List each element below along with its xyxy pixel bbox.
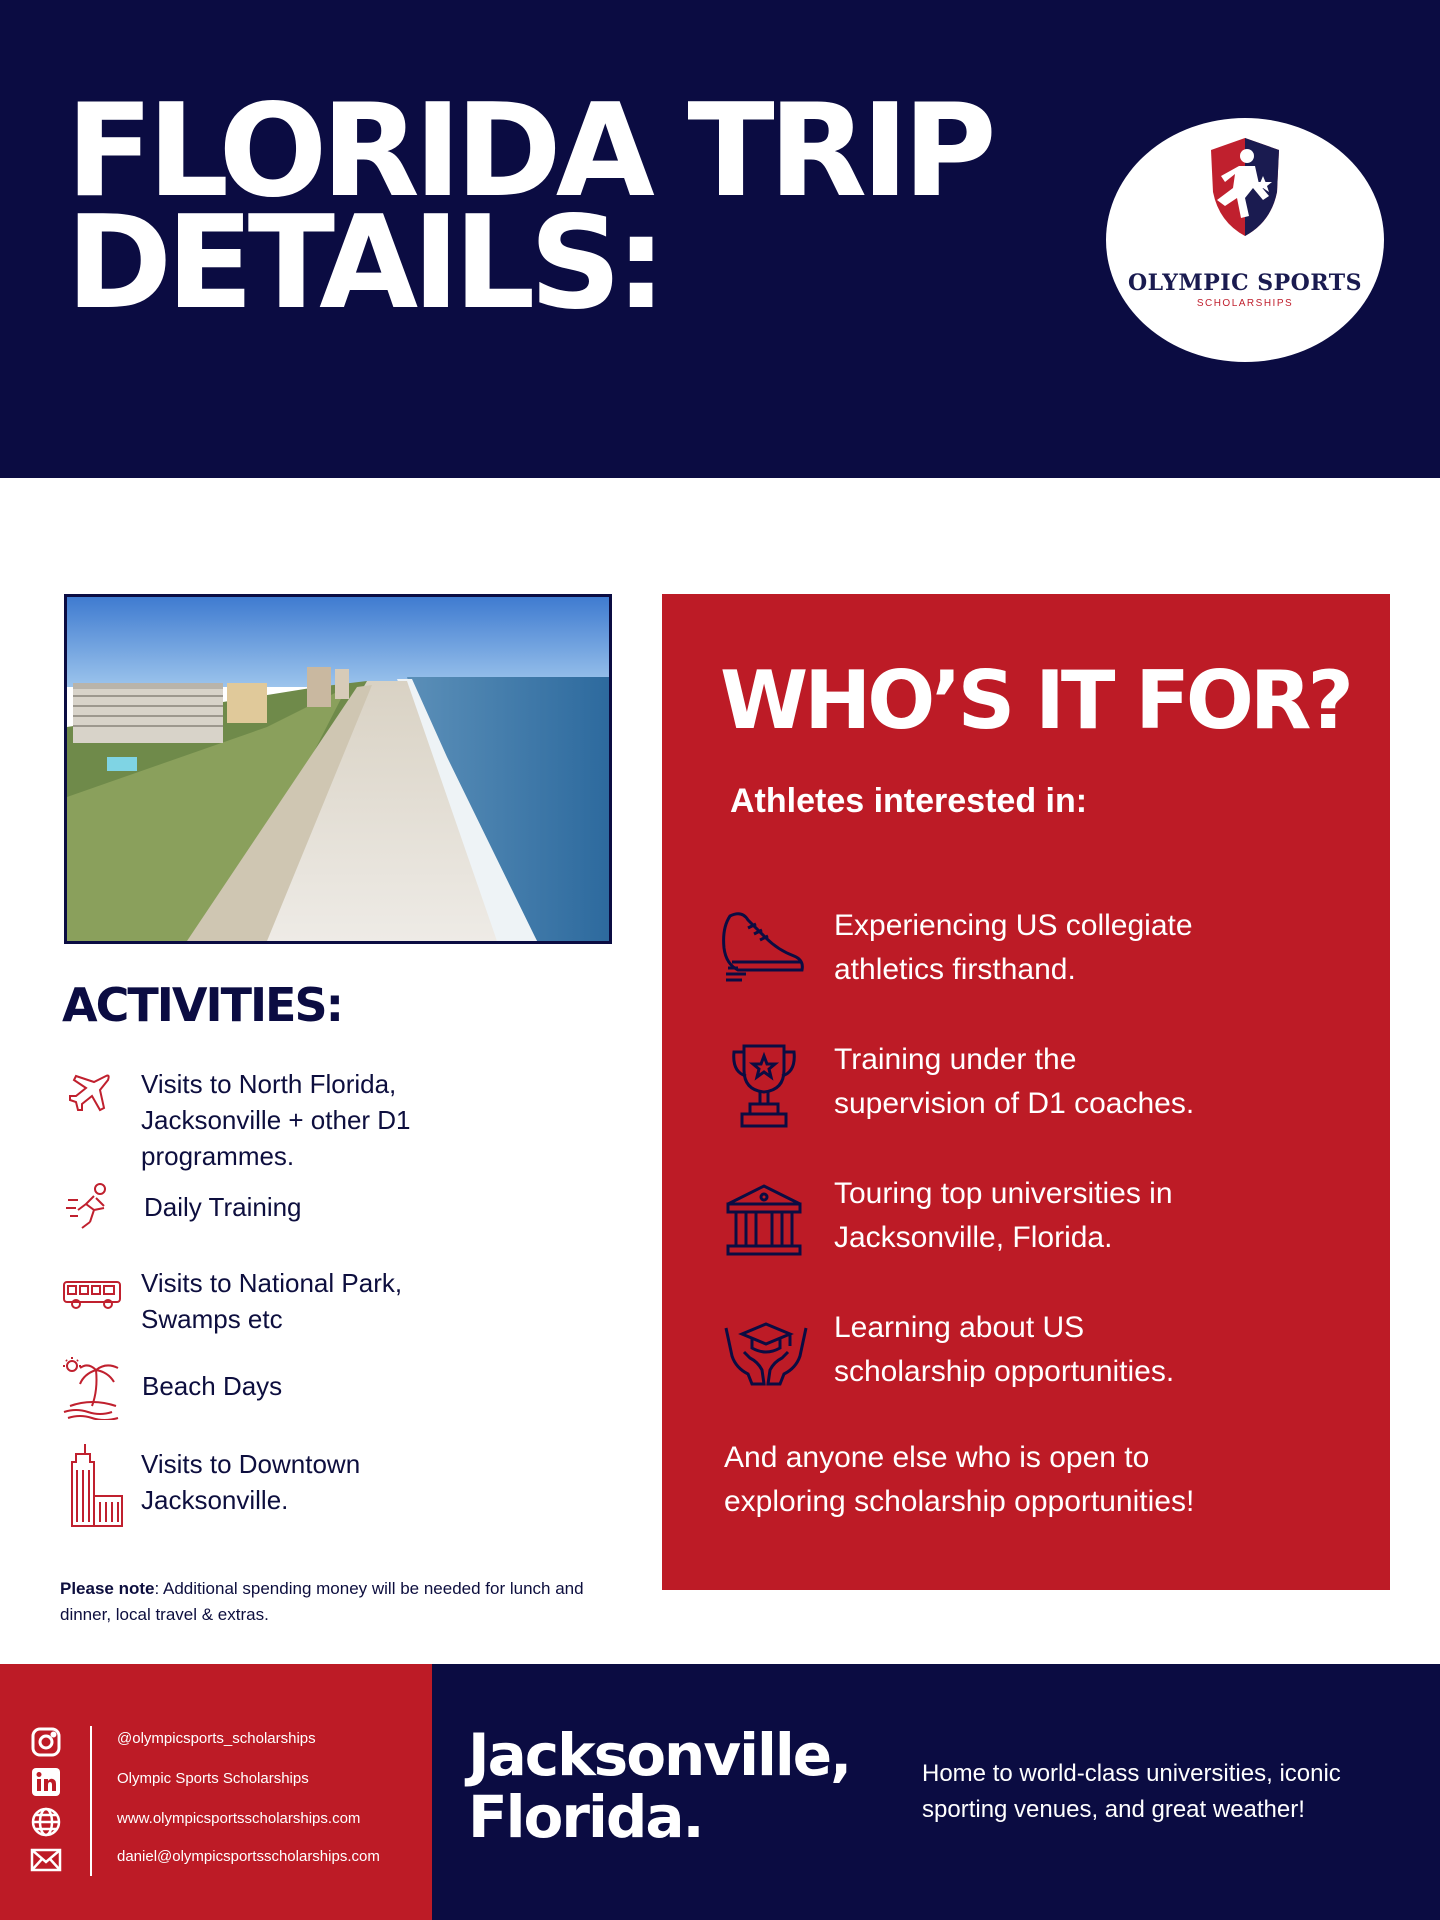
who-closing-text: And anyone else who is open to exploring scholarship opportunities! <box>724 1441 1195 1518</box>
logo-subtitle: SCHOLARSHIPS <box>1196 298 1294 309</box>
activity-item: Daily Training <box>144 1192 302 1222</box>
header-banner <box>0 0 1440 478</box>
who-subheading: Athletes interested in: <box>730 782 1088 820</box>
website-link[interactable]: www.olympicsportsscholarships.com <box>117 1810 361 1827</box>
who-item: Experiencing US collegiate athletics firsthand. <box>834 909 1193 986</box>
instagram-handle[interactable]: @olympicsports_scholarships <box>117 1730 316 1747</box>
spending-note <box>60 1576 600 1628</box>
bus-icon <box>62 1278 122 1315</box>
title-line-2: DETAILS: <box>66 189 661 338</box>
note-text: : Additional spending money will be needed for lunch and dinner, local travel & extras. <box>60 1579 584 1624</box>
footer-city-banner <box>432 1664 1440 1920</box>
activity-item: Beach Days <box>142 1371 283 1401</box>
who-is-it-for-panel <box>662 594 1390 1590</box>
page-title <box>66 77 991 338</box>
logo-name: OLYMPIC SPORTS <box>1127 270 1363 296</box>
instagram-icon[interactable] <box>30 1726 62 1763</box>
beach-photo <box>64 594 612 944</box>
linkedin-icon[interactable] <box>30 1766 62 1803</box>
email-link[interactable]: daniel@olympicsportsscholarships.com <box>117 1848 380 1865</box>
university-building-icon <box>724 1184 804 1261</box>
running-shoe-icon <box>718 908 806 991</box>
activity-item: Visits to National Park, Swamps etc <box>141 1268 403 1334</box>
who-item: Touring top universities in Jacksonville, Florida. <box>834 1177 1173 1254</box>
who-item: Training under the supervision of D1 coaches. <box>834 1043 1195 1120</box>
city-title: Jacksonville, Florida. <box>468 1721 851 1851</box>
trophy-icon <box>730 1042 798 1135</box>
palm-island-icon <box>62 1356 122 1425</box>
activities-heading: ACTIVITIES: <box>62 978 343 1032</box>
email-icon[interactable] <box>30 1846 62 1879</box>
who-heading: WHO’S IT FOR? <box>720 654 1350 747</box>
activity-item: Visits to Downtown Jacksonville. <box>141 1449 361 1515</box>
title-line-1: FLORIDA TRIP <box>66 77 991 226</box>
activity-item: Visits to North Florida, Jacksonville + other D1 programmes. <box>141 1069 411 1171</box>
city-description: Home to world-class universities, iconic sporting venues, and great weather! <box>922 1760 1341 1823</box>
graduation-cap-hands-icon <box>722 1316 810 1393</box>
runner-icon <box>64 1182 116 1237</box>
who-item: Learning about US scholarship opportunities. <box>834 1311 1175 1388</box>
olympic-sports-logo <box>1106 118 1384 362</box>
note-label: Please note <box>60 1579 155 1598</box>
skyscraper-icon <box>68 1442 126 1533</box>
globe-icon[interactable] <box>30 1806 62 1843</box>
footer-contacts <box>0 1664 432 1920</box>
linkedin-name[interactable]: Olympic Sports Scholarships <box>117 1770 309 1787</box>
airplane-icon <box>66 1068 114 1121</box>
footer-divider <box>90 1726 92 1876</box>
shield-runner-icon <box>1203 136 1287 246</box>
